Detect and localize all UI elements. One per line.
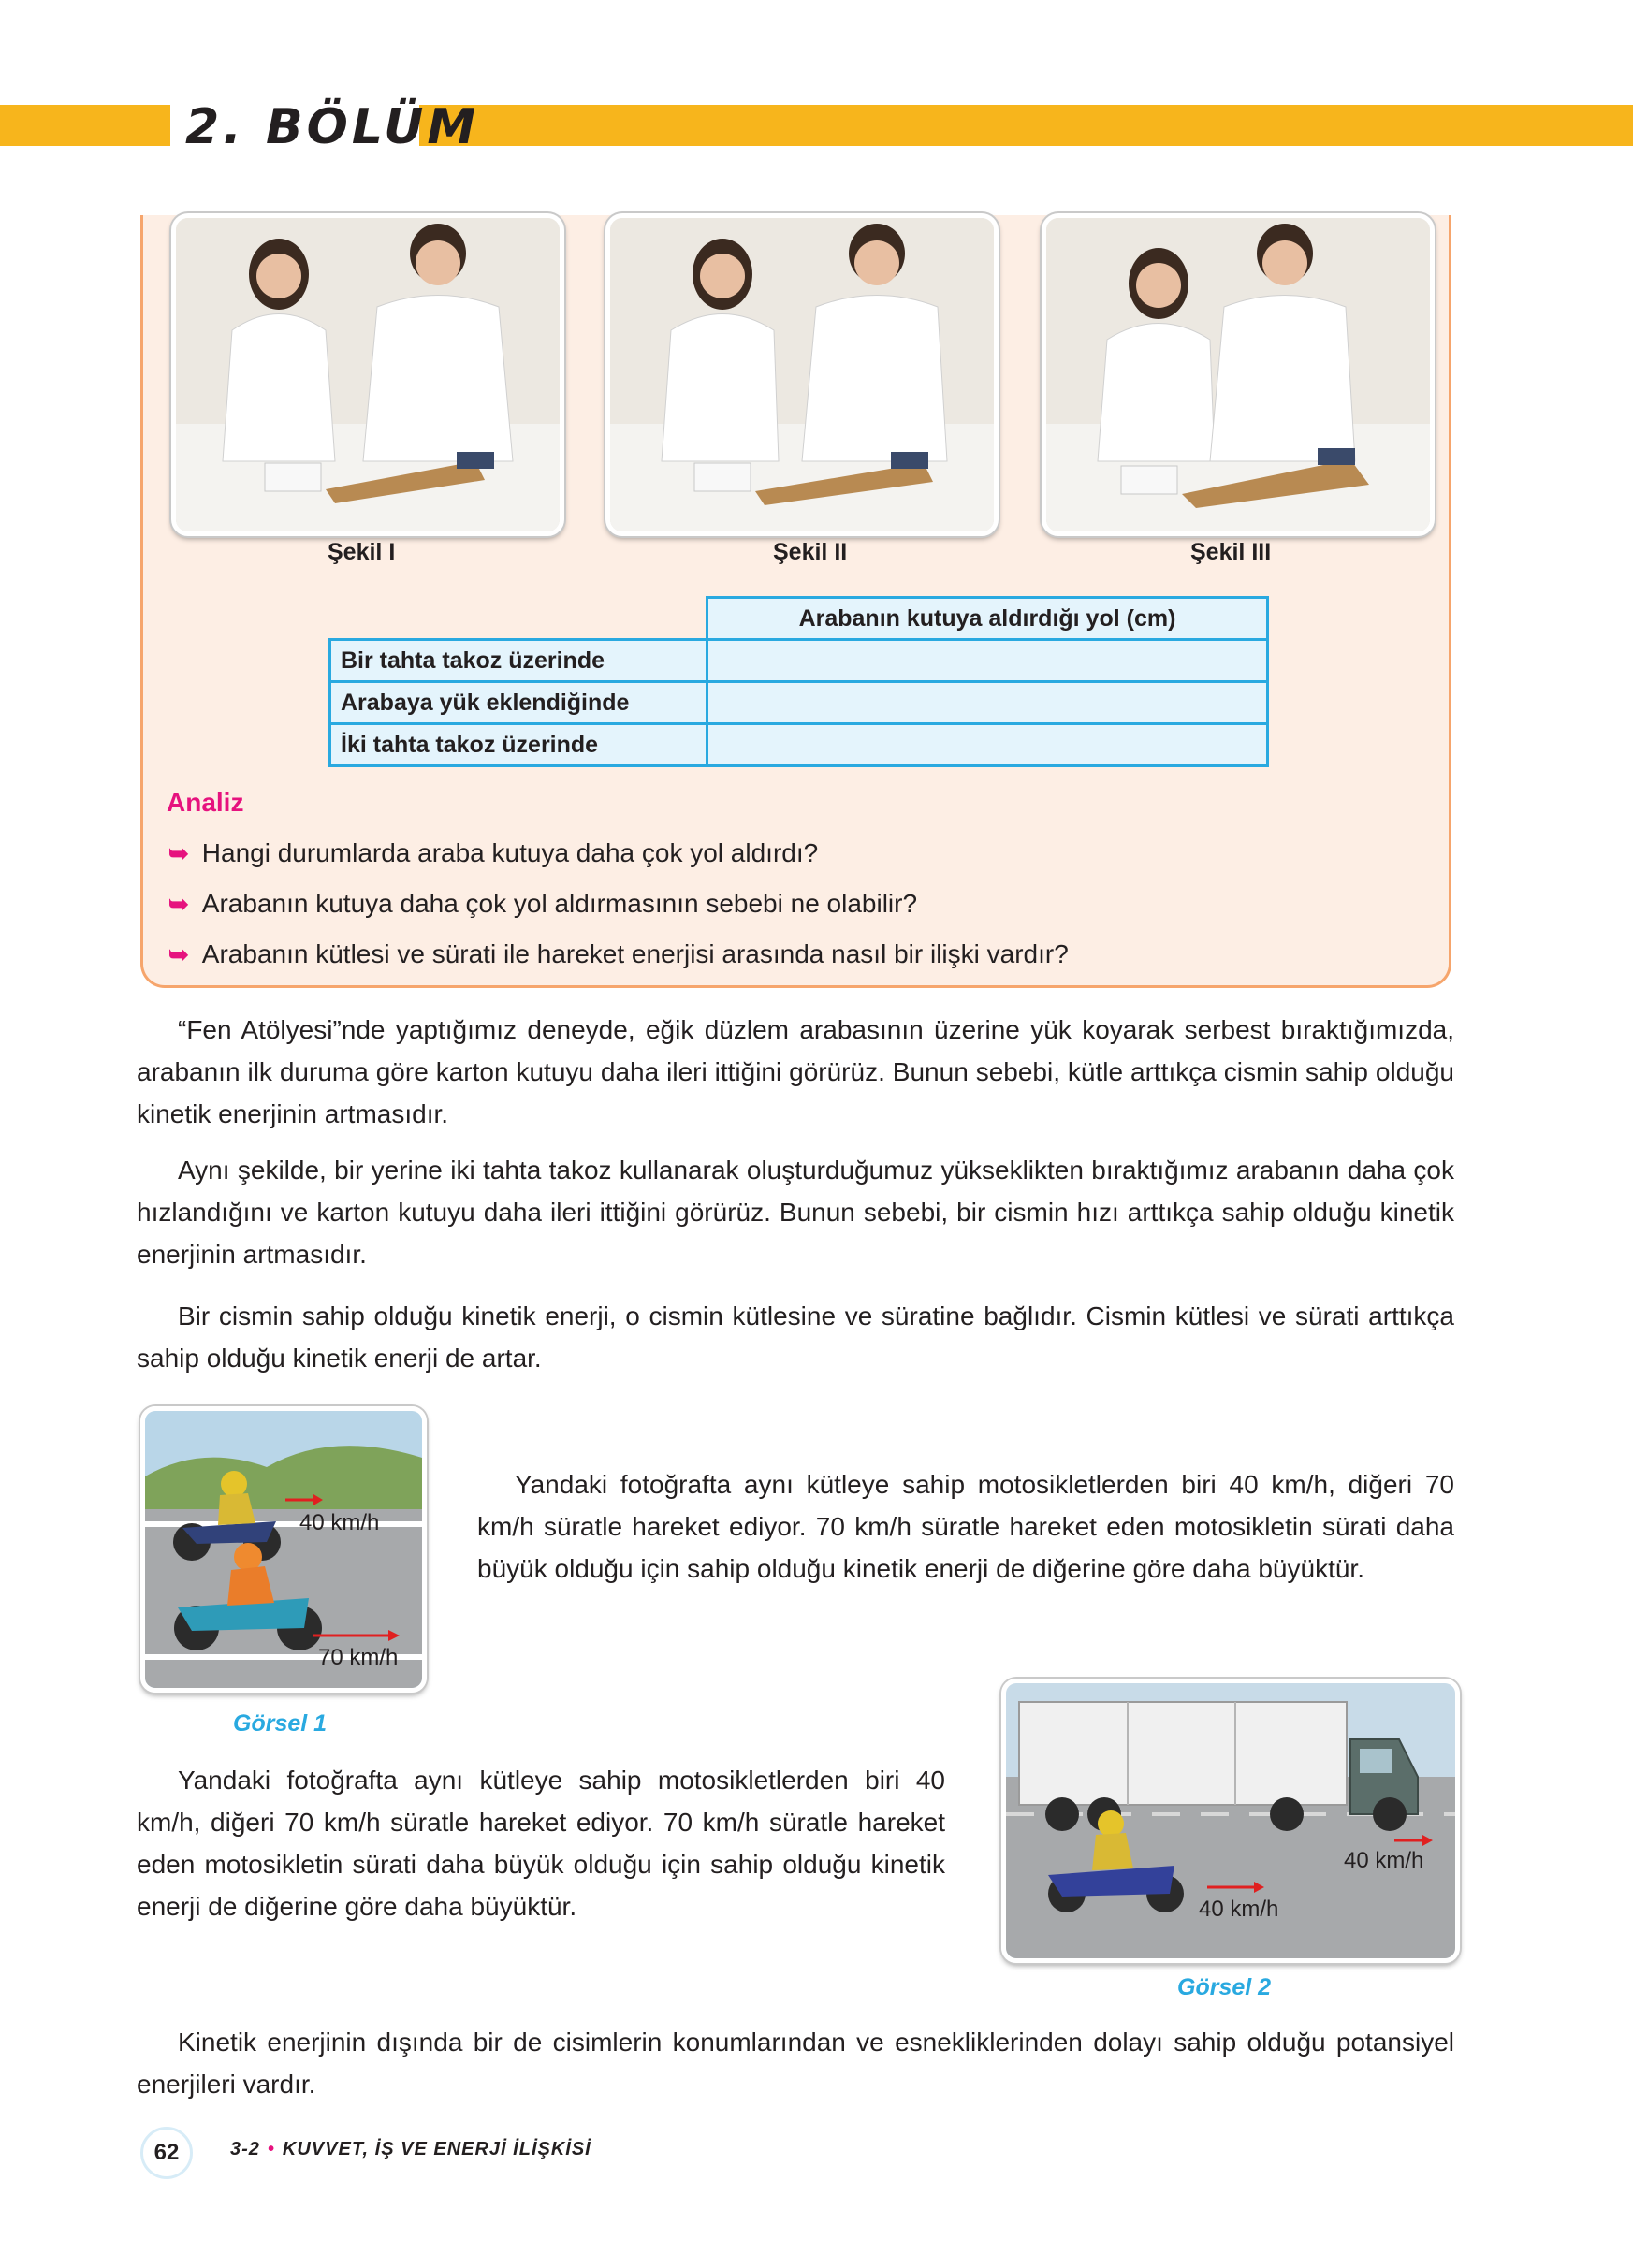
table-corner: [330, 598, 707, 640]
arrow-bullet-icon: ➥: [168, 940, 189, 968]
table-cell[interactable]: [707, 724, 1268, 766]
table-row-label: İki tahta takoz üzerinde: [330, 724, 707, 766]
figure-photo-2: [605, 213, 999, 536]
analysis-question: [168, 889, 917, 919]
header-band-right: [419, 105, 1633, 146]
paragraph-5: Yandaki fotoğrafta aynı kütleye sahip motosikletlerden biri 40 km/h, diğeri 70 km/h süratle hareket ediyor. 70 km/h süratle hareket eden motosikletin sürati daha büyük olduğu için sahip olduğu kinetik enerji de diğerine göre daha büyüktür.: [137, 1766, 945, 1921]
gorsel-1-caption: Görsel 1: [233, 1710, 328, 1737]
paragraph-2: Aynı şekilde, bir yerine iki tahta takoz kullanarak oluşturduğumuz yükseklikten bıraktığımız arabanın daha çok hızlandığını ve karton kutuyu daha ileri ittiğini görürüz. Bunun sebebi, bir cismin hızı arttıkça sahip olduğu kinetik enerjinin artmasıdır.: [137, 1156, 1454, 1269]
table-column-header: Arabanın kutuya aldırdığı yol (cm): [707, 598, 1268, 640]
figure-label-3: Şekil III: [1190, 539, 1272, 565]
bullet-dot-icon: •: [267, 2139, 275, 2159]
table-row-label: Arabaya yük eklendiğinde: [330, 682, 707, 724]
figure-label-1: Şekil I: [328, 539, 396, 565]
figure-photo-1: [171, 213, 564, 536]
gorsel-2-image: [1001, 1679, 1460, 1963]
table-cell[interactable]: [707, 640, 1268, 682]
footer-unit: 3-2: [230, 2139, 260, 2159]
truck-speed-label: 40 km/h: [1344, 1848, 1424, 1873]
question-text: Arabanın kütlesi ve sürati ile hareket enerjisi arasında nasıl bir ilişki vardır?: [201, 939, 1069, 968]
paragraph-6: Kinetik enerjinin dışında bir de cisimlerin konumlarından ve esnekliklerinden dolayı sahip olduğu potansiyel enerjileri vardır.: [137, 2028, 1454, 2099]
speed-label-70: 70 km/h: [318, 1645, 399, 1670]
question-text: Hangi durumlarda araba kutuya daha çok yol aldırdı?: [201, 838, 819, 867]
paragraph-3: Bir cismin sahip olduğu kinetik enerji, o cismin kütlesine ve süratine bağlıdır. Cismin kütlesi ve sürati arttıkça sahip olduğu kinetik enerji de artar.: [137, 1301, 1454, 1373]
page-number: 62: [140, 2127, 193, 2179]
table-row: [330, 682, 1268, 724]
speed-label-40: 40 km/h: [299, 1510, 380, 1535]
table-row: [330, 724, 1268, 766]
gorsel-1-image: [140, 1406, 427, 1693]
paragraph-4: Yandaki fotoğrafta aynı kütleye sahip motosikletlerden biri 40 km/h, diğeri 70 km/h süratle hareket ediyor. 70 km/h süratle hareket eden motosikletin sürati daha büyük olduğu için sahip olduğu kinetik enerji de diğerine göre daha büyüktür.: [477, 1470, 1454, 1583]
footer-section-title: KUVVET, İŞ VE ENERJİ İLİŞKİSİ: [282, 2139, 591, 2159]
table-row-label: Bir tahta takoz üzerinde: [330, 640, 707, 682]
gorsel-2-caption: Görsel 2: [1177, 1974, 1272, 2000]
footer-section: [230, 2139, 591, 2160]
paragraph-1: “Fen Atölyesi”nde yaptığımız deneyde, eğik düzlem arabasının üzerine yük koyarak serbest bıraktığımızda, arabanın ilk duruma göre karton kutuyu daha ileri ittiğini görürüz. Bunun sebebi, kütle arttıkça cismin sahip olduğu kinetik enerjinin artmasıdır.: [137, 1015, 1454, 1128]
figure-label-2: Şekil II: [773, 539, 848, 565]
arrow-bullet-icon: ➥: [168, 839, 189, 867]
question-text: Arabanın kutuya daha çok yol aldırmasının sebebi ne olabilir?: [201, 889, 918, 918]
figure-photo-3: [1042, 213, 1435, 536]
header-band-left: [0, 105, 170, 146]
analysis-question: [168, 838, 818, 868]
analysis-title: Analiz: [167, 788, 244, 817]
arrow-bullet-icon: ➥: [168, 890, 189, 918]
results-table: [328, 596, 1269, 767]
analysis-question: [168, 939, 1069, 969]
table-row: [330, 640, 1268, 682]
chapter-title: 2. BÖLÜM: [185, 99, 480, 155]
moto-speed-label: 40 km/h: [1199, 1897, 1279, 1922]
table-cell[interactable]: [707, 682, 1268, 724]
